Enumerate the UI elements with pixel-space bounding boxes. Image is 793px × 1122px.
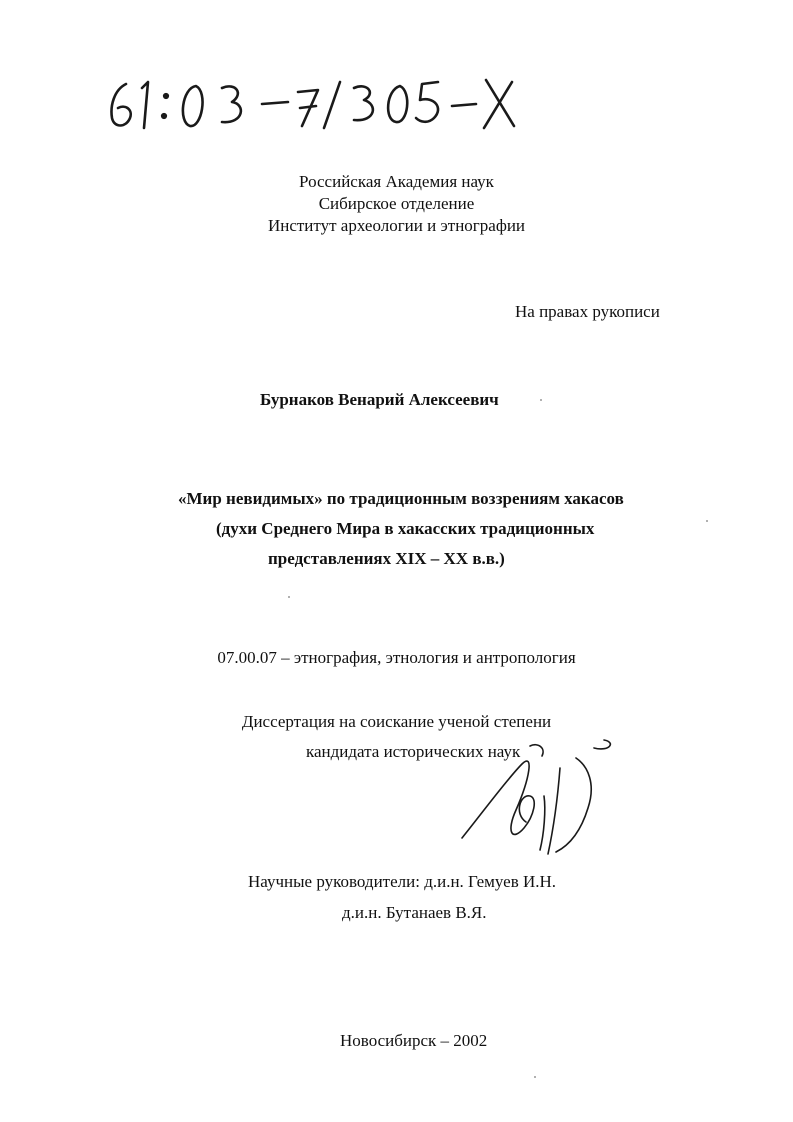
institute-name: Институт археологии и этнографии bbox=[267, 216, 526, 235]
title-line-1: «Мир невидимых» по традиционным воззрениям хакасов bbox=[178, 489, 624, 508]
place-year: Новосибирск – 2002 bbox=[340, 1031, 488, 1050]
advisors-line-2: д.и.н. Бутанаев В.Я. bbox=[342, 903, 487, 922]
scan-speck bbox=[540, 399, 542, 401]
title-line-2: (духи Среднего Мира в хакасских традиционных bbox=[216, 519, 595, 538]
signature bbox=[456, 738, 626, 868]
scan-speck bbox=[288, 596, 290, 598]
degree-line-1: Диссертация на соискание ученой степени bbox=[241, 712, 552, 731]
author-name: Бурнаков Венарий Алексеевич bbox=[260, 390, 499, 409]
title-line-3: представлениях XIX – XX в.в.) bbox=[268, 549, 505, 568]
org-name: Российская Академия наук bbox=[299, 172, 494, 191]
scan-speck bbox=[706, 520, 708, 522]
scan-speck bbox=[534, 1076, 536, 1078]
branch-name: Сибирское отделение bbox=[318, 194, 475, 213]
degree-line-2: кандидата исторических наук bbox=[306, 742, 521, 761]
rights-note: На правах рукописи bbox=[515, 302, 660, 321]
handwritten-catalog-number bbox=[104, 70, 524, 134]
specialty-code: 07.00.07 – этнография, этнология и антропология bbox=[217, 648, 576, 667]
advisors-line-1: Научные руководители: д.и.н. Гемуев И.Н. bbox=[248, 872, 557, 891]
